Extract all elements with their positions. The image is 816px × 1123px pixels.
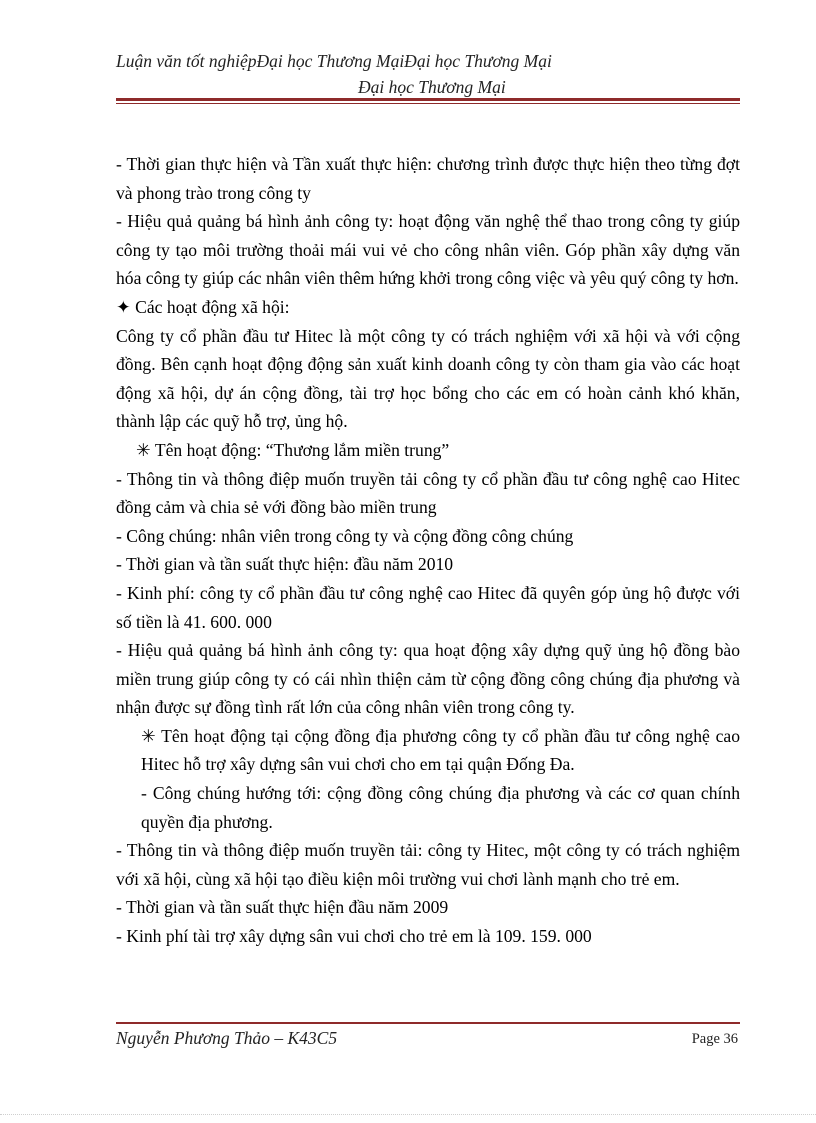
paragraph: - Thời gian thực hiện và Tần xuất thực hiện: chương trình được thực hiện theo từng đợt và phong trào trong công ty: [116, 154, 740, 203]
paragraph: - Thông tin và thông điệp muốn truyền tải công ty cổ phần đầu tư công nghệ cao Hitec đồng cảm và chia sẻ với đồng bào miền trung: [116, 468, 740, 518]
page-number: Page 36: [691, 1031, 738, 1047]
section-heading: ✦ Các hoạt động xã hội:: [116, 296, 290, 317]
paragraph: - Công chúng hướng tới: cộng đồng công chúng địa phương và các cơ quan chính quyền địa phương.: [141, 783, 740, 832]
activity-title: ✳ Tên hoạt động: “Thương lắm miền trung”: [136, 439, 450, 460]
header-divider: [116, 98, 740, 104]
paragraph: Công ty cổ phần đầu tư Hitec là một công ty có trách nghiệm với xã hội và với cộng đồng. Bên cạnh hoạt động động sản xuất kinh doanh công ty còn tham gia vào các hoạt động xã hội, dự án cộng đồng, tài trợ học bổng cho các em có hoàn cảnh khó khăn, thành lập các quỹ hỗ trợ, ủng hộ.: [116, 325, 740, 432]
paragraph: - Hiệu quả quảng bá hình ảnh công ty: qua hoạt động xây dựng quỹ ủng hộ đồng bào miền trung giúp công ty có cái nhìn thiện cảm từ cộng đồng công chúng địa phương và nhận được sự đồng tình rất lớn của công nhân viên trong công ty.: [116, 640, 740, 718]
paragraph: - Hiệu quả quảng bá hình ảnh công ty: hoạt động văn nghệ thể thao trong công ty giúp công ty tạo môi trường thoải mái vui vẻ cho công nhân viên. Góp phần xây dựng văn hóa công ty giúp các nhân viên thêm hứng khởi trong công việc và yêu quý công ty hơn.: [116, 211, 740, 289]
paragraph: - Thông tin và thông điệp muốn truyền tải: công ty Hitec, một công ty có trách nghiệm với xã hội, cùng xã hội tạo điều kiện môi trường vui chơi lành mạnh cho trẻ em.: [116, 840, 740, 889]
header-title: Luận văn tốt nghiệpĐại học Thương MạiĐại học Thương Mại: [116, 51, 552, 71]
footer-divider: [116, 1022, 740, 1024]
header-subtitle: Đại học Thương Mại: [358, 77, 506, 97]
paragraph: - Kinh phí tài trợ xây dựng sân vui chơi cho trẻ em là 109. 159. 000: [116, 926, 592, 947]
paragraph: - Thời gian và tần suất thực hiện đầu năm 2009: [116, 897, 449, 918]
activity-title: ✳ Tên hoạt động tại cộng đồng địa phương công ty cổ phần đầu tư công nghệ cao Hitec hỗ trợ xây dựng sân vui chơi cho em tại quận Đống Đa.: [141, 725, 740, 775]
document-body: [116, 150, 740, 951]
page-header: [116, 48, 740, 100]
page-edge-divider: [0, 1114, 816, 1115]
paragraph: - Thời gian và tần suất thực hiện: đầu năm 2010: [116, 554, 454, 575]
footer-author: Nguyễn Phương Thảo – K43C5: [116, 1028, 338, 1048]
paragraph: - Công chúng: nhân viên trong công ty và cộng đồng công chúng: [116, 525, 574, 546]
paragraph: - Kinh phí: công ty cổ phần đầu tư công nghệ cao Hitec đã quyên góp ủng hộ được với số tiền là 41. 600. 000: [116, 582, 740, 632]
